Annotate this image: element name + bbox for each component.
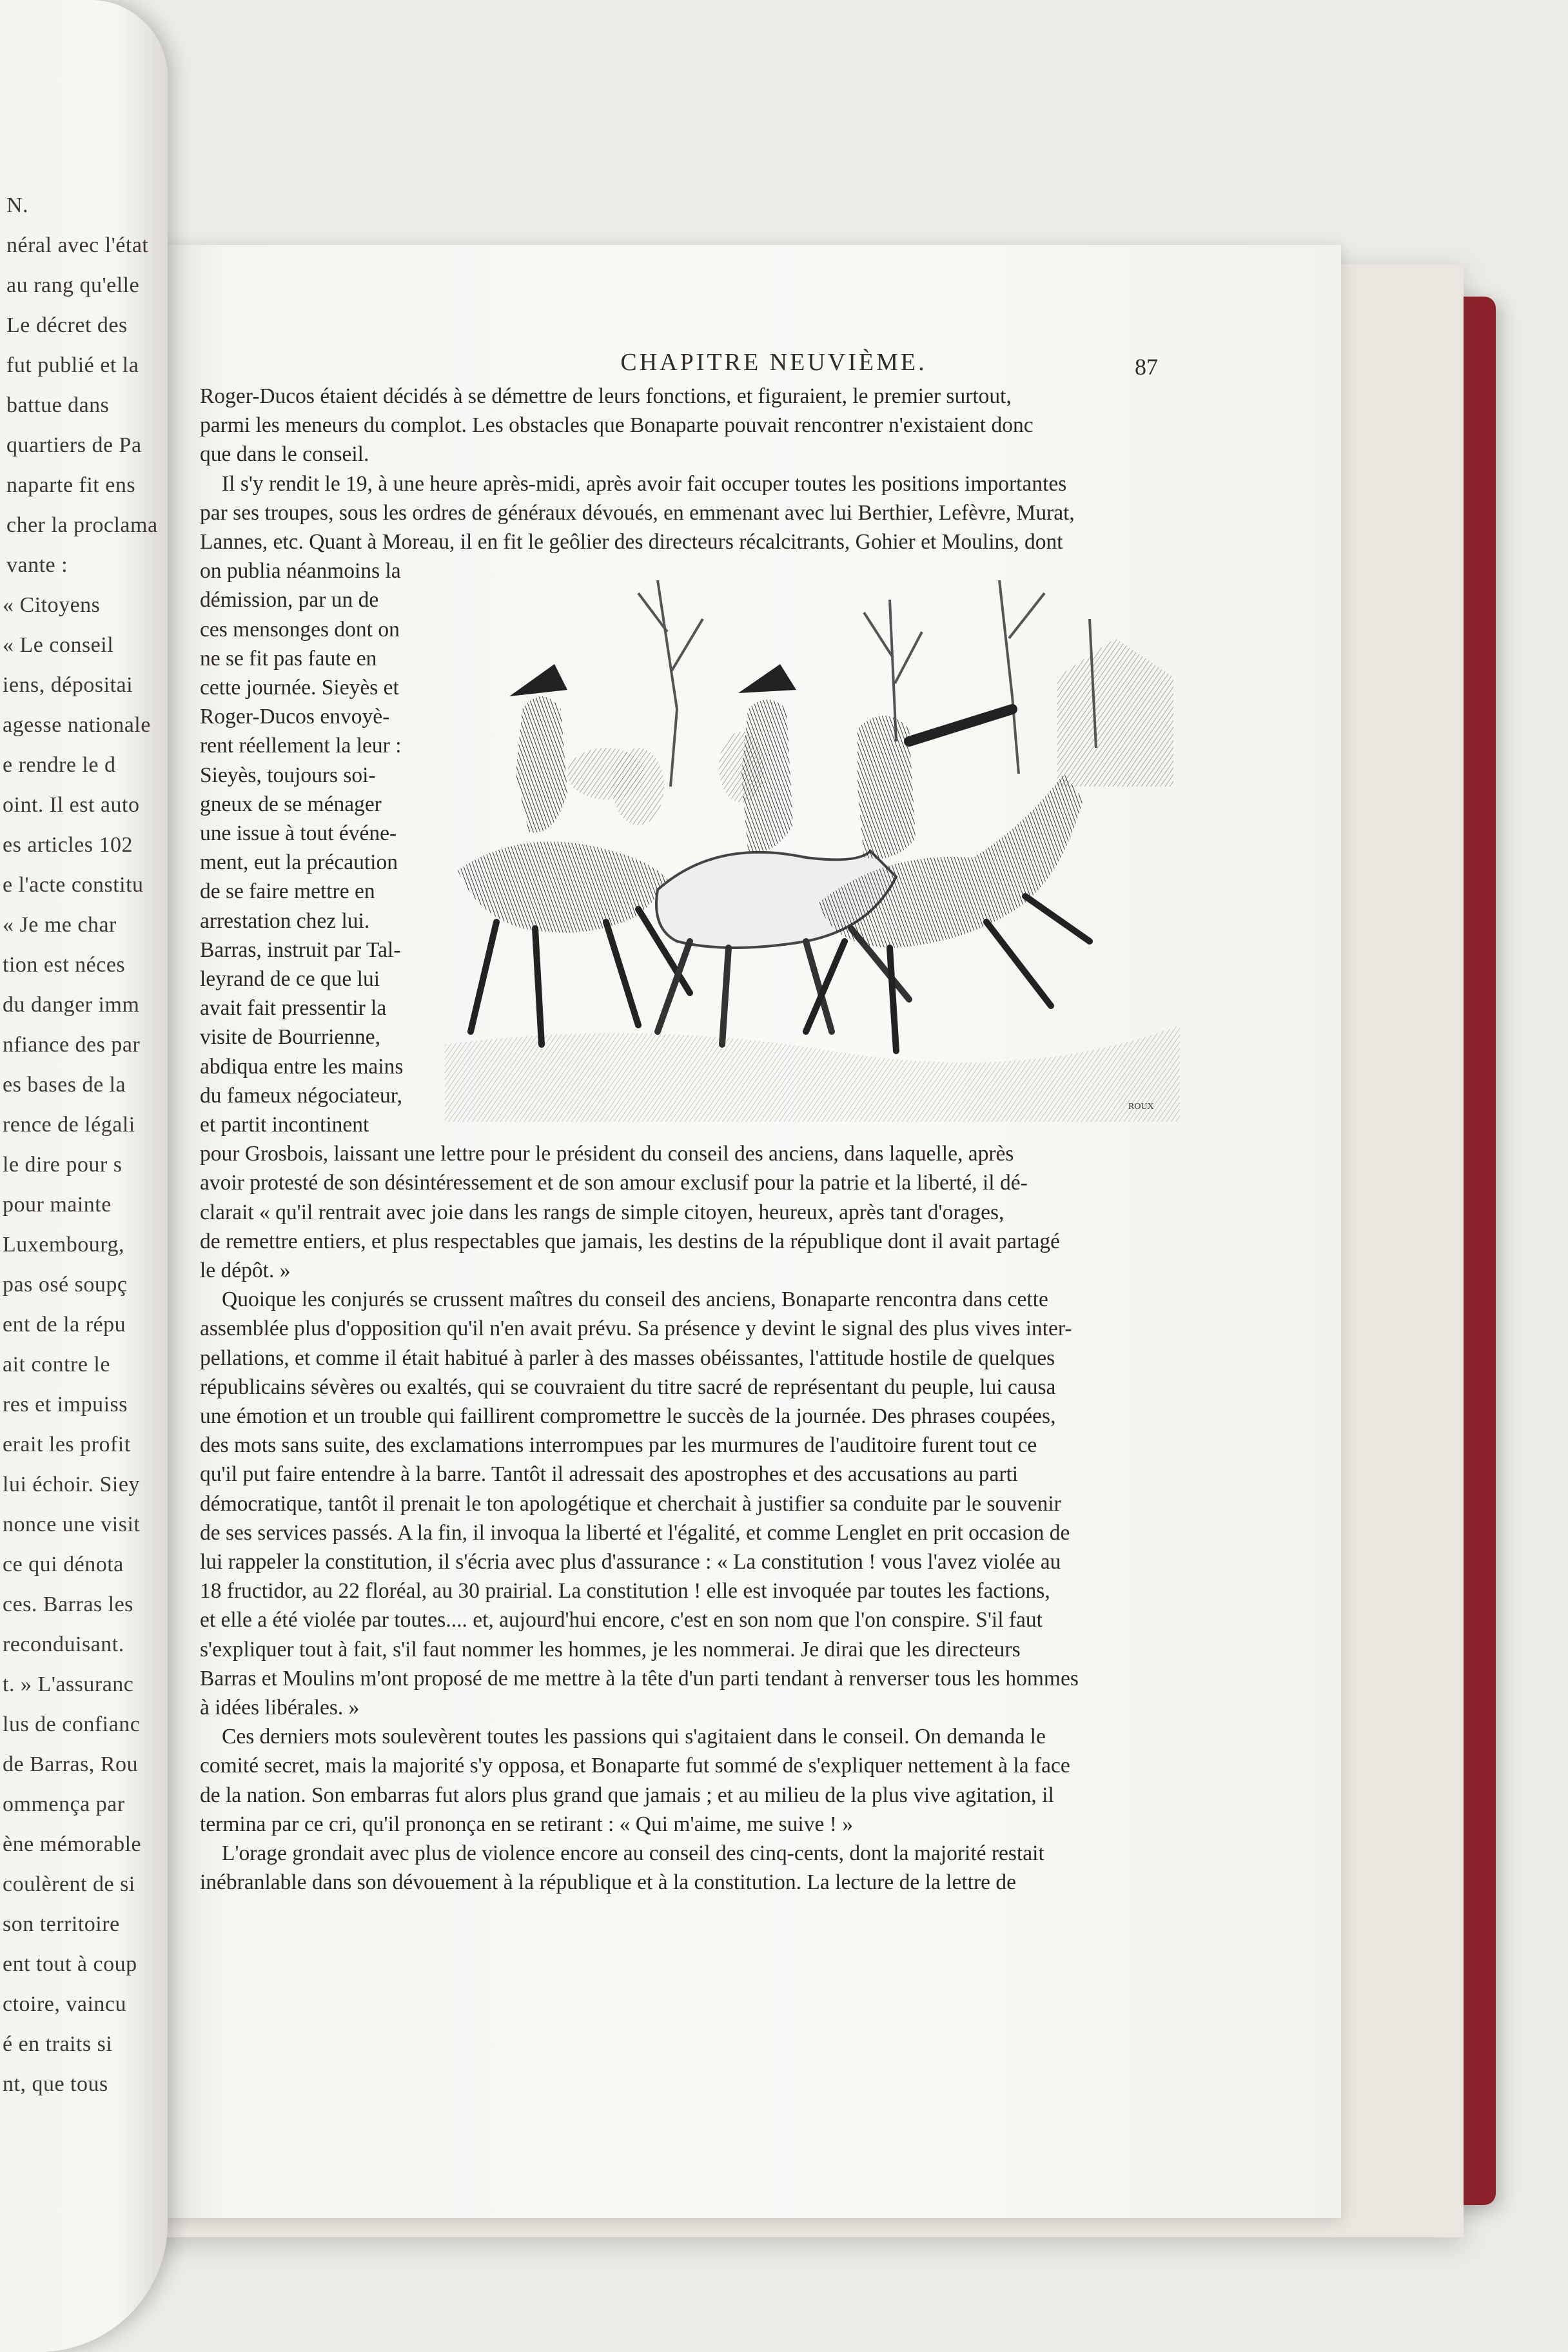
text-line: Barras et Moulins m'ont proposé de me mettre à la tête d'un parti tendant à renverser tous les hommes [200,1666,1079,1690]
left-text-line: ces. Barras les [3,1592,133,1616]
left-text-line: nonce une visit [3,1513,141,1536]
left-text-line: battue dans [6,393,110,417]
text-line: visite de Bourrienne, [200,1025,381,1050]
text-line: ne se fit pas faute en [200,646,377,671]
text-line: cette journée. Sieyès et [200,676,399,700]
text-line: et partit incontinent [200,1113,369,1137]
left-text-line: cher la proclama [6,513,158,537]
left-text-line: « Je me char [3,913,117,937]
text-line: avoir protesté de son désintéressement et de son amour exclusif pour la patrie et la liberté, il dé- [200,1171,1028,1195]
text-line: Sieyès, toujours soi- [200,763,376,787]
text-line: démission, par un de [200,588,379,612]
text-line: du fameux négociateur, [200,1083,402,1108]
engraver-signature: ROUX [1128,1102,1154,1112]
left-page [0,0,168,2352]
text-line: républicains sévères ou exaltés, qui se couvraient du titre sacré de représentant du peuple, lui causa [200,1375,1056,1399]
left-text-line: es articles 102 [3,833,133,857]
text-line: démocratique, tantôt il prenait le ton apologétique et cherchait à justifier sa conduite par le souvenir [200,1491,1061,1516]
left-text-line: ommença par [3,1792,125,1816]
left-text-line: nfiance des par [3,1033,141,1057]
text-line: avait fait pressentir la [200,996,387,1021]
left-text-line: de Barras, Rou [3,1752,139,1776]
text-line: termina par ce cri, qu'il prononça en se retirant : « Qui m'aime, me suive ! » [200,1812,853,1836]
left-text-line: Le décret des [6,313,128,337]
left-text-line: ent de la répu [3,1313,126,1337]
left-text-line: le dire pour s [3,1153,122,1177]
left-text-line: é en traits si [3,2032,113,2056]
left-text-line: oint. Il est auto [3,793,140,817]
left-text-line: ctoire, vaincu [3,1992,127,2016]
left-text-line: pour mainte [3,1193,112,1217]
text-line: L'orage grondait avec plus de violence encore au conseil des cinq-cents, dont la majorité restait [222,1841,1044,1865]
left-text-line: t. » L'assuranc [3,1672,134,1696]
text-line: ces mensonges dont on [200,617,400,642]
left-text-line: ène mémorable [3,1832,142,1856]
left-text-line: naparte fit ens [6,473,136,497]
left-text-line: Luxembourg, [3,1233,125,1257]
text-line: qu'il put faire entendre à la barre. Tantôt il adressait des apostrophes et des accusations au parti [200,1462,1019,1487]
left-text-line: « Citoyens [3,593,101,617]
text-line: Barras, instruit par Tal- [200,937,401,962]
text-line: une émotion et un trouble qui faillirent compromettre le succès de la journée. Des phrases coupées, [200,1404,1056,1428]
text-line: arrestation chez lui. [200,908,370,933]
left-text-line: lui échoir. Siey [3,1473,140,1496]
text-line: abdiqua entre les mains [200,1054,404,1079]
left-text-line: lus de confianc [3,1712,141,1736]
text-line: que dans le conseil. [200,442,369,467]
text-line: pellations, et comme il était habitué à parler à des masses obéissantes, l'attitude hostile de quelques [200,1346,1055,1370]
left-text-line: e rendre le d [3,753,116,777]
text-line: Roger-Ducos étaient décidés à se démettre de leurs fonctions, et figuraient, le premier surtout, [200,384,1012,408]
text-line: lui rappeler la constitution, il s'écria avec plus d'assurance : « La constitution ! vous l'avez violée au [200,1550,1061,1574]
text-line: leyrand de ce que lui [200,967,380,991]
text-line: 18 fructidor, au 22 floréal, au 30 prairial. La constitution ! elle est invoquée par toutes les factions, [200,1579,1050,1603]
text-line: une issue à tout événe- [200,821,397,845]
text-line: le dépôt. » [200,1259,291,1282]
left-text-line: quartiers de Pa [6,433,142,457]
text-line: par ses troupes, sous les ordres de généraux dévoués, en emmenant avec lui Berthier, Lefèvre, Murat, [200,500,1075,525]
text-line: Il s'y rendit le 19, à une heure après-midi, après avoir fait occuper toutes les positions importantes [222,471,1067,496]
left-text-line: erait les profit [3,1433,131,1456]
left-text-line: fut publié et la [6,353,139,377]
text-line: Ces derniers mots soulevèrent toutes les passions qui s'agitaient dans le conseil. On demanda le [222,1725,1046,1749]
body-text [155,245,1341,2218]
left-text-line: rence de légali [3,1113,135,1137]
text-line: on publia néanmoins la [200,559,401,583]
left-text-line: ent tout à coup [3,1952,137,1976]
page-number: 87 [1135,354,1158,380]
text-line: ment, eut la précaution [200,850,398,875]
text-line: Lannes, etc. Quant à Moreau, il en fit le geôlier des directeurs récalcitrants, Gohier et Moulins, dont [200,530,1063,554]
text-line: rent réellement la leur : [200,734,402,758]
left-text-line: son territoire [3,1912,120,1936]
text-line: parmi les meneurs du complot. Les obstacles que Bonaparte pouvait rencontrer n'existaient donc [200,413,1034,438]
text-line: de remettre entiers, et plus respectables que jamais, les destins de la république dont il avait partagé [200,1229,1060,1253]
right-page [155,245,1341,2218]
left-text-line: tion est néces [3,953,126,977]
running-head: CHAPITRE NEUVIÈME. [620,349,927,376]
text-line: et elle a été violée par toutes.... et, aujourd'hui encore, c'est en son nom que l'on conspire. S'il faut [200,1608,1043,1632]
text-line: Quoique les conjurés se crussent maîtres du conseil des anciens, Bonaparte rencontra dans cette [222,1288,1048,1312]
left-text-line: res et impuiss [3,1393,128,1416]
text-line: assemblée plus d'opposition qu'il n'en avait prévu. Sa présence y devint le signal des plus vives inter- [200,1317,1072,1341]
left-text-line: du danger imm [3,993,140,1017]
text-line: comité secret, mais la majorité s'y opposa, et Bonaparte fut sommé de s'expliquer nettement à la face [200,1754,1070,1778]
left-text-line: au rang qu'elle [6,273,140,297]
text-line: s'expliquer tout à fait, s'il faut nommer les hommes, je les nommerai. Je dirai que les directeurs [200,1637,1021,1661]
left-text-line: coulèrent de si [3,1872,135,1896]
left-text-line: iens, dépositai [3,673,133,697]
text-line: pour Grosbois, laissant une lettre pour le président du conseil des anciens, dans laquelle, après [200,1142,1014,1166]
text-line: des mots sans suite, des exclamations interrompues par les murmures de l'auditoire furent tout ce [200,1433,1037,1458]
left-text-line: ce qui dénota [3,1553,124,1576]
left-text-line: « Le conseil [3,633,114,657]
text-line: de ses services passés. A la fin, il invoqua la liberté et l'égalité, et comme Lenglet en prit occasion de [200,1520,1070,1545]
left-text-line: nt, que tous [3,2072,108,2096]
left-text-line: N. [6,193,29,217]
text-line: gneux de se ménager [200,792,382,816]
text-line: à idées libérales. » [200,1696,360,1720]
text-line: de la nation. Son embarras fut alors plus grand que jamais ; et au milieu de la plus vive agitation, il [200,1783,1054,1807]
text-line: de se faire mettre en [200,879,375,904]
left-text-line: es bases de la [3,1073,126,1097]
text-line: clarait « qu'il rentrait avec joie dans les rangs de simple citoyen, heureux, après tant d'orages, [200,1200,1004,1224]
text-line: Roger-Ducos envoyè- [200,705,390,729]
left-text-line: e l'acte constitu [3,873,144,897]
left-text-line: agesse nationale [3,713,151,737]
text-line: inébranlable dans son dévouement à la république et à la constitution. La lecture de la lettre de [200,1870,1016,1895]
left-text-line: reconduisant. [3,1632,124,1656]
left-text-line: pas osé soupç [3,1273,128,1297]
left-text-line: néral avec l'état [6,233,149,257]
left-text-line: vante : [6,553,68,577]
left-text-line: ait contre le [3,1353,110,1377]
